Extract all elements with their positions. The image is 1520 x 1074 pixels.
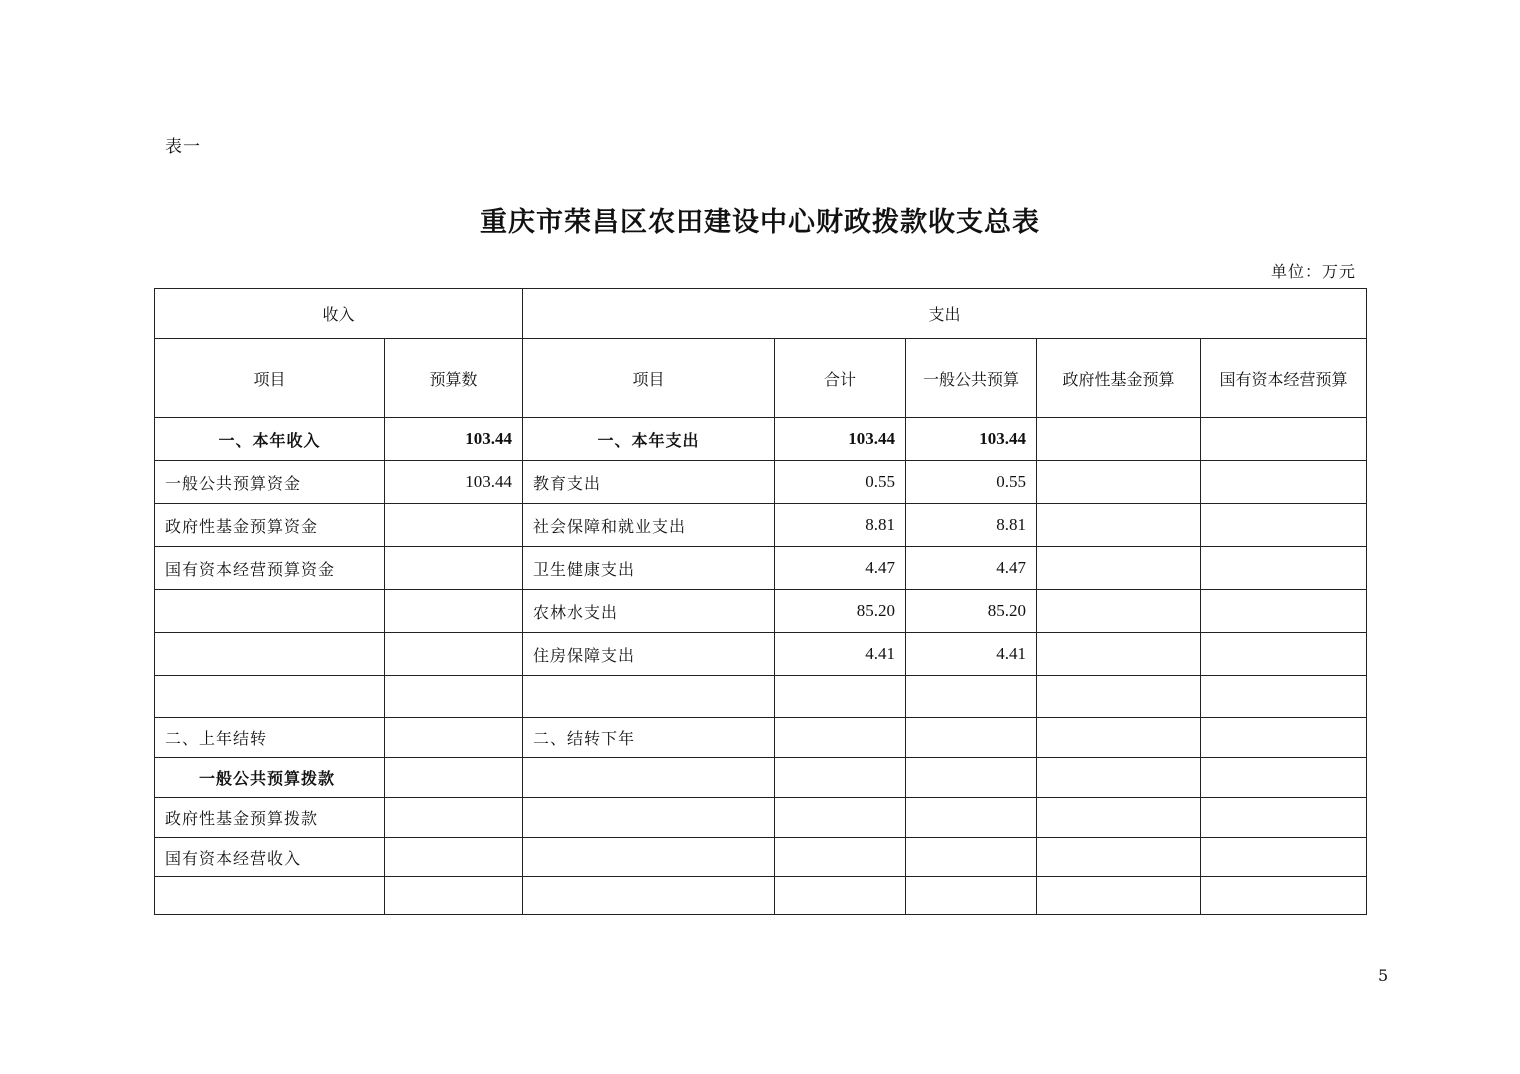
gov-fund-cell [1037,838,1201,877]
income-header: 收入 [155,289,523,339]
total-cell: 103.44 [775,418,906,461]
gov-fund-cell [1037,504,1201,547]
income-amount-cell [385,758,523,798]
total-cell [775,798,906,838]
income-item-cell: 国有资本经营收入 [155,838,385,877]
table-row [155,718,1367,758]
state-capital-cell [1201,798,1367,838]
state-capital-cell [1201,590,1367,633]
income-item-cell: 政府性基金预算拨款 [155,798,385,838]
state-capital-cell [1201,676,1367,718]
total-cell [775,718,906,758]
total-cell [775,838,906,877]
income-item-cell [155,633,385,676]
general-budget-cell: 8.81 [906,504,1037,547]
general-budget-header: 一般公共预算 [906,339,1037,418]
income-item-cell: 一、本年收入 [155,418,385,461]
state-capital-budget-header: 国有资本经营预算 [1201,339,1367,418]
income-budget-header: 预算数 [385,339,523,418]
total-header: 合计 [775,339,906,418]
table-row [155,547,1367,590]
general-budget-cell [906,877,1037,915]
table-row [155,758,1367,798]
table-row [155,590,1367,633]
income-amount-cell [385,633,523,676]
unit-label: 单位：万元 [1270,262,1356,281]
general-budget-cell: 0.55 [906,461,1037,504]
expense-item-header: 项目 [523,339,775,418]
state-capital-cell [1201,718,1367,758]
table-row [155,838,1367,877]
income-item-cell [155,877,385,915]
general-budget-cell [906,798,1037,838]
expense-item-cell: 住房保障支出 [523,633,775,676]
expense-item-cell: 一、本年支出 [523,418,775,461]
gov-fund-cell [1037,718,1201,758]
income-amount-cell [385,877,523,915]
table-row [155,418,1367,461]
income-amount-cell [385,676,523,718]
budget-summary-table [154,288,1367,915]
expense-item-cell [523,758,775,798]
income-amount-cell [385,718,523,758]
header-row-columns [155,339,1367,418]
general-budget-cell [906,838,1037,877]
gov-fund-cell [1037,798,1201,838]
general-budget-cell [906,718,1037,758]
gov-fund-cell [1037,758,1201,798]
gov-fund-budget-header: 政府性基金预算 [1037,339,1201,418]
general-budget-cell: 103.44 [906,418,1037,461]
expense-item-cell [523,676,775,718]
total-cell [775,758,906,798]
income-amount-cell [385,504,523,547]
income-amount-cell: 103.44 [385,461,523,504]
table-row [155,877,1367,915]
expense-header: 支出 [523,289,1367,339]
page-number: 5 [1378,966,1389,985]
general-budget-cell [906,758,1037,798]
gov-fund-cell [1037,590,1201,633]
gov-fund-cell [1037,461,1201,504]
general-budget-cell [906,676,1037,718]
gov-fund-cell [1037,877,1201,915]
expense-item-cell [523,877,775,915]
gov-fund-cell [1037,676,1201,718]
table-row [155,461,1367,504]
table-row [155,676,1367,718]
expense-item-cell: 二、结转下年 [523,718,775,758]
expense-item-cell: 农林水支出 [523,590,775,633]
income-item-cell [155,590,385,633]
total-cell [775,877,906,915]
income-amount-cell [385,798,523,838]
state-capital-cell [1201,838,1367,877]
state-capital-cell [1201,758,1367,798]
income-item-cell: 一般公共预算资金 [155,461,385,504]
income-item-header: 项目 [155,339,385,418]
table-row [155,798,1367,838]
income-amount-cell [385,590,523,633]
income-amount-cell [385,547,523,590]
state-capital-cell [1201,547,1367,590]
header-row-sections [155,289,1367,339]
income-item-cell: 国有资本经营预算资金 [155,547,385,590]
total-cell [775,676,906,718]
income-item-cell: 二、上年结转 [155,718,385,758]
total-cell: 85.20 [775,590,906,633]
general-budget-cell: 4.47 [906,547,1037,590]
table-label: 表一 [165,137,201,157]
state-capital-cell [1201,418,1367,461]
expense-item-cell [523,798,775,838]
table-row [155,504,1367,547]
expense-item-cell: 卫生健康支出 [523,547,775,590]
income-amount-cell [385,838,523,877]
income-item-cell: 一般公共预算拨款 [155,758,385,798]
document-title: 重庆市荣昌区农田建设中心财政拨款收支总表 [480,207,1040,238]
gov-fund-cell [1037,418,1201,461]
general-budget-cell: 4.41 [906,633,1037,676]
general-budget-cell: 85.20 [906,590,1037,633]
state-capital-cell [1201,461,1367,504]
total-cell: 4.47 [775,547,906,590]
total-cell: 0.55 [775,461,906,504]
income-amount-cell: 103.44 [385,418,523,461]
state-capital-cell [1201,633,1367,676]
total-cell: 8.81 [775,504,906,547]
state-capital-cell [1201,504,1367,547]
table-row [155,633,1367,676]
state-capital-cell [1201,877,1367,915]
expense-item-cell: 教育支出 [523,461,775,504]
gov-fund-cell [1037,547,1201,590]
gov-fund-cell [1037,633,1201,676]
income-item-cell: 政府性基金预算资金 [155,504,385,547]
total-cell: 4.41 [775,633,906,676]
expense-item-cell [523,838,775,877]
expense-item-cell: 社会保障和就业支出 [523,504,775,547]
income-item-cell [155,676,385,718]
